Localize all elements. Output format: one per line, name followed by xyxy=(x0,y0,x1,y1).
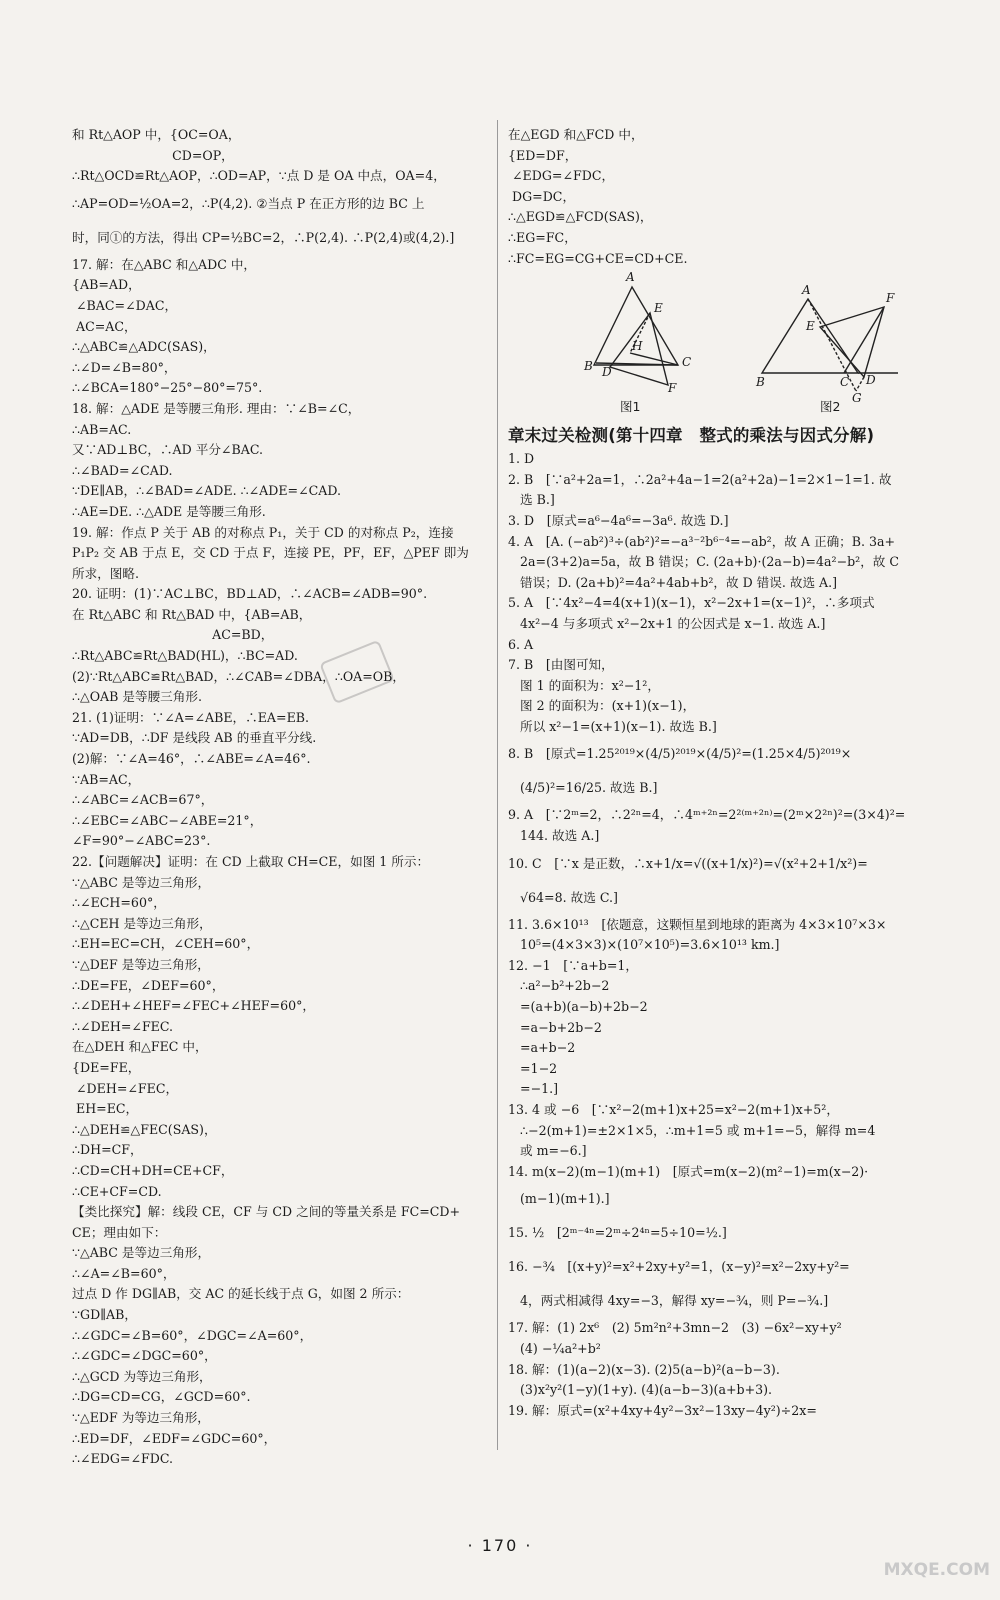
fig2-caption: 图2 xyxy=(820,399,841,415)
text-line: AC=AC， xyxy=(72,318,137,334)
fig1-caption: 图1 xyxy=(620,399,641,415)
text-line: 又∵AD⊥BC，∴AD 平分∠BAC. xyxy=(72,442,264,458)
text-line: 4，两式相减得 4xy=−3，解得 xy=−¾，则 P=−¾.] xyxy=(508,1293,829,1309)
text-line: DG=DC， xyxy=(508,188,576,204)
text-line: 10⁵=(4×3×3)×(10⁷×10⁵)=3.6×10¹³ km.] xyxy=(508,937,780,953)
text-line: ∴∠ABC=∠ACB=67°， xyxy=(72,792,214,808)
text-line: ∴AB=AC. xyxy=(72,421,132,437)
text-line: ∵△DEF 是等边三角形， xyxy=(72,956,210,972)
text-line: ∴a²−b²+2b−2 xyxy=(508,978,610,994)
text-line: ∴CD=CH+DH=CE+CF， xyxy=(72,1162,234,1178)
text-line: 11. 3.6×10¹³ [依题意，这颗恒星到地球的距离为 4×3×10⁷×3× xyxy=(508,916,887,932)
text-line: ∴∠A=∠B=60°， xyxy=(72,1265,176,1281)
fig2-label-e: E xyxy=(806,319,815,334)
fig2-label-g: G xyxy=(852,391,862,406)
text-line: ∴△CEH 是等边三角形， xyxy=(72,915,212,931)
text-line: ∵DE∥AB，∴∠BAD=∠ADE. ∴∠ADE=∠CAD. xyxy=(72,483,342,499)
text-line: ∴Rt△OCD≌Rt△AOP，∴OD=AP，∵点 D 是 OA 中点，OA=4， xyxy=(72,168,446,184)
text-line: ∵△ABC 是等边三角形， xyxy=(72,1245,211,1261)
text-line: 20. 证明：(1)∵AC⊥BC，BD⊥AD，∴∠ACB=∠ADB=90°. xyxy=(72,586,428,602)
watermark: MXQE.COM xyxy=(883,1560,990,1580)
text-line: =−1.] xyxy=(508,1081,559,1097)
text-line: ∵AD=DB，∴DF 是线段 AB 的垂直平分线. xyxy=(72,730,317,746)
text-line: CE；理由如下： xyxy=(72,1224,167,1240)
text-line: 选 B.] xyxy=(508,492,555,508)
text-line: 10. C [∵x 是正数，∴x+1/x=√((x+1/x)²)=√(x²+2+1/x²)= xyxy=(508,855,868,871)
text-line: 18. 解：△ADE 是等腰三角形. 理由：∵∠B=∠C， xyxy=(72,400,361,416)
text-line: ∴EG=FC， xyxy=(508,229,577,245)
text-line: 在△EGD 和△FCD 中， xyxy=(508,127,644,142)
fig1-label-e: E xyxy=(654,301,663,316)
text-line: 和 Rt△AOP 中，{OC=OA， xyxy=(72,127,241,142)
text-line: (2)解：∵∠A=46°，∴∠ABE=∠A=46°. xyxy=(72,751,311,767)
text-line: 在△DEH 和△FEC 中， xyxy=(72,1039,208,1055)
text-line: 144. 故选 A.] xyxy=(508,828,600,844)
figures-svg xyxy=(508,273,968,423)
text-line: ∴∠D=∠B=80°， xyxy=(72,359,177,375)
text-line: 4x²−4 与多项式 x²−2x+1 的公因式是 x−1. 故选 A.] xyxy=(508,615,826,631)
text-line: ∴△GCD 为等边三角形， xyxy=(72,1368,212,1384)
right-top-block xyxy=(508,125,968,269)
text-line: 14. m(x−2)(m−1)(m+1) [原式=m(x−2)(m²−1)=m(x−2)· xyxy=(508,1163,869,1179)
text-line: ∴∠EDG=∠FDC. xyxy=(72,1451,174,1467)
text-line: P₁P₂ 交 AB 于点 E，交 CD 于点 F，连接 PE，PF，EF，△PEF 即为 xyxy=(72,545,469,561)
figures-block xyxy=(508,270,968,423)
page-number: · 170 · xyxy=(467,1536,533,1555)
text-line: ∵△ABC 是等边三角形， xyxy=(72,874,211,890)
text-line: 19. 解：原式=(x²+4xy+4y²−3x²−13xy−4y²)÷2x= xyxy=(508,1402,817,1418)
text-line: 18. 解：(1)(a−2)(x−3). (2)5(a−b)²(a−b−3). xyxy=(508,1361,780,1377)
text-line: 17. 解：在△ABC 和△ADC 中， xyxy=(72,256,257,272)
text-line: 所求，图略. xyxy=(72,565,139,581)
fig2-label-b: B xyxy=(756,375,765,390)
text-line: ∠BAC=∠DAC， xyxy=(72,297,178,313)
text-line: ∵GD∥AB， xyxy=(72,1307,137,1323)
text-line: 9. A [∵2ᵐ=2，∴2²ⁿ=4，∴4ᵐ⁺²ⁿ=2²⁽ᵐ⁺²ⁿ⁾=(2ᵐ×2²ⁿ)²=(3×4)²= xyxy=(508,807,906,823)
text-line: {DE=FE， xyxy=(72,1059,141,1075)
text-line: =1−2 xyxy=(508,1060,558,1076)
column-divider xyxy=(497,120,498,1450)
text-line: =a+b−2 xyxy=(508,1040,576,1056)
fig1-triangle-abc xyxy=(594,287,678,365)
text-line: 图 2 的面积为：(x+1)(x−1)， xyxy=(508,698,696,714)
text-line: (2)∵Rt△ABC≌Rt△BAD，∴∠CAB=∠DBA，∴OA=OB， xyxy=(72,668,405,684)
text-line: 13. 4 或 −6 [∵x²−2(m+1)x+25=x²−2(m+1)x+5²， xyxy=(508,1102,839,1117)
fig2-triangle-abc xyxy=(762,299,858,373)
text-line: ∴ED=DF，∠EDF=∠GDC=60°， xyxy=(72,1430,277,1446)
text-line: ∴AP=OD=½OA=2，∴P(4,2). ②当点 P 在正方形的边 BC 上 xyxy=(72,195,425,211)
fig2-triangle-efd xyxy=(820,307,884,377)
text-line: 6. A xyxy=(508,636,534,652)
fig2-label-d: D xyxy=(866,373,876,388)
text-line: EH=EC， xyxy=(72,1101,139,1117)
text-line: ∴△OAB 是等腰三角形. xyxy=(72,689,202,705)
text-line: ∠F=90°−∠ABC=23°. xyxy=(72,833,211,849)
text-line: =a−b+2b−2 xyxy=(508,1019,602,1035)
text-line: 3. D [原式=a⁶−4a⁶=−3a⁶. 故选 D.] xyxy=(508,512,729,528)
text-line: ∴∠ECH=60°， xyxy=(72,895,166,911)
text-line: ∴Rt△ABC≌Rt△BAD(HL)，∴BC=AD. xyxy=(72,648,298,664)
text-line: ∴DG=CD=CG，∠GCD=60°. xyxy=(72,1389,251,1405)
text-line: ∠EDG=∠FDC， xyxy=(508,168,615,184)
fig1-hc-line xyxy=(630,353,678,365)
text-line: ∴∠DEH+∠HEF=∠FEC+∠HEF=60°， xyxy=(72,998,316,1014)
text-line: CD=OP， xyxy=(72,147,234,163)
text-line: ∴−2(m+1)=±2×1×5，∴m+1=5 或 m+1=−5，解得 m=4 xyxy=(508,1122,876,1138)
text-line: ∴∠BAD=∠CAD. xyxy=(72,462,173,478)
text-line: ∵△EDF 为等边三角形， xyxy=(72,1410,210,1426)
text-line: ∴∠GDC=∠B=60°，∠DGC=∠A=60°， xyxy=(72,1327,313,1343)
fig2-label-c: C xyxy=(840,375,850,390)
right-column xyxy=(508,125,968,1421)
text-line: (4) −¼a²+b² xyxy=(508,1340,601,1356)
fig2-label-f: F xyxy=(886,291,895,306)
text-line: 12. −1 [∵a+b=1， xyxy=(508,957,638,973)
text-line: ∴∠EBC=∠ABC−∠ABE=21°， xyxy=(72,812,263,828)
text-line: 19. 解：作点 P 关于 AB 的对称点 P₁，关于 CD 的对称点 P₂，连接 xyxy=(72,524,454,540)
text-line: (4/5)²=16/25. 故选 B.] xyxy=(508,780,658,796)
text-line: 错误；D. (2a+b)²=4a²+4ab+b²，故 D 错误. 故选 A.] xyxy=(508,574,838,590)
text-line: 5. A [∵4x²−4=4(x+1)(x−1)，x²−2x+1=(x−1)²，∴多项式 xyxy=(508,595,875,611)
text-line: {ED=DF， xyxy=(508,147,578,163)
text-line: ∴△EGD≌△FCD(SAS)， xyxy=(508,209,653,225)
fig1-label-a: A xyxy=(626,270,635,285)
text-line: ∴∠DEH=∠FEC. xyxy=(72,1018,174,1034)
text-line: 在 Rt△ABC 和 Rt△BAD 中，{AB=AB， xyxy=(72,606,312,622)
text-line: 22.【问题解决】证明：在 CD 上截取 CH=CE，如图 1 所示： xyxy=(72,854,430,869)
text-line: ∴FC=EG=CG+CE=CD+CE. xyxy=(508,250,688,266)
text-line: 8. B [原式=1.25²⁰¹⁹×(4/5)²⁰¹⁹×(4/5)²=(1.25×4/5)²⁰¹⁹× xyxy=(508,746,852,762)
fig1-label-c: C xyxy=(682,355,692,370)
text-line: 21. (1)证明：∵∠A=∠ABE，∴EA=EB. xyxy=(72,709,310,725)
text-line: ∴AE=DE. ∴△ADE 是等腰三角形. xyxy=(72,503,266,519)
text-line: 过点 D 作 DG∥AB，交 AC 的延长线于点 G，如图 2 所示： xyxy=(72,1286,410,1302)
text-line: =(a+b)(a−b)+2b−2 xyxy=(508,999,648,1015)
text-line: 所以 x²−1=(x+1)(x−1). 故选 B.] xyxy=(508,718,717,734)
text-line: ∠DEH=∠FEC， xyxy=(72,1080,179,1096)
text-line: 4. A [A. (−ab²)³÷(ab²)²=−a³⁻²b⁶⁻⁴=−ab²，故 A 正确；B. 3a+ xyxy=(508,533,896,549)
text-line: 17. 解：(1) 2x⁶ (2) 5m²n²+3mn−2 (3) −6x²−xy+y² xyxy=(508,1320,842,1336)
text-line: 2a=(3+2)a=5a，故 B 错误；C. (2a+b)·(2a−b)=4a²−b²，故 C xyxy=(508,554,900,570)
text-line: 1. D xyxy=(508,451,535,467)
text-line: 或 m=−6.] xyxy=(508,1143,587,1159)
fig2-dg-line xyxy=(856,377,864,391)
text-line: (m−1)(m+1).] xyxy=(508,1191,610,1207)
text-line: √64=8. 故选 C.] xyxy=(508,889,618,905)
fig1-label-f: F xyxy=(668,381,677,396)
text-line: ∴EH=EC=CH，∠CEH=60°， xyxy=(72,936,260,952)
text-line: 【类比探究】解：线段 CE，CF 与 CD 之间的等量关系是 FC=CD+ xyxy=(72,1204,461,1220)
text-line: 16. −¾ [(x+y)²=x²+2xy+y²=1，(x−y)²=x²−2xy+y²= xyxy=(508,1259,850,1275)
text-line: ∴DH=CF， xyxy=(72,1142,143,1158)
left-column xyxy=(72,125,490,1470)
right-bottom-block xyxy=(508,449,968,1421)
text-line: ∴CE+CF=CD. xyxy=(72,1183,162,1199)
text-line: 15. ½ [2ᵐ⁻⁴ⁿ=2ᵐ÷2⁴ⁿ=5÷10=½.] xyxy=(508,1225,727,1241)
fig1-label-h: H xyxy=(632,339,643,354)
text-line: ∴△ABC≌△ADC(SAS)， xyxy=(72,339,216,355)
section-title: 章末过关检测(第十四章 整式的乘法与因式分解) xyxy=(508,426,875,446)
text-line: 时，同①的方法，得出 CP=½BC=2，∴P(2,4). ∴P(2,4)或(4,2).] xyxy=(72,229,455,245)
figure-2 xyxy=(762,299,898,391)
text-line: AC=BD， xyxy=(72,627,274,643)
fig2-label-a: A xyxy=(802,283,811,298)
text-line: ∴∠GDC=∠DGC=60°， xyxy=(72,1348,217,1364)
text-line: ∴△DEH≌△FEC(SAS)， xyxy=(72,1121,217,1137)
text-line: ∴∠BCA=180°−25°−80°=75°. xyxy=(72,380,263,396)
fig1-label-b: B xyxy=(584,359,593,374)
text-line: 图 1 的面积为：x²−1²， xyxy=(508,677,660,693)
text-line: (3)x²y²(1−y)(1+y). (4)(a−b−3)(a+b+3). xyxy=(508,1382,773,1398)
text-line: {AB=AD， xyxy=(72,277,141,293)
text-line: ∵AB=AC， xyxy=(72,771,141,787)
text-line: 7. B [由图可知， xyxy=(508,657,614,673)
fig1-label-d: D xyxy=(602,365,612,380)
text-line: ∴DE=FE，∠DEF=60°， xyxy=(72,977,225,993)
text-line: 2. B [∵a²+2a=1，∴2a²+4a−1=2(a²+2a)−1=2×1−1=1. 故 xyxy=(508,471,892,487)
